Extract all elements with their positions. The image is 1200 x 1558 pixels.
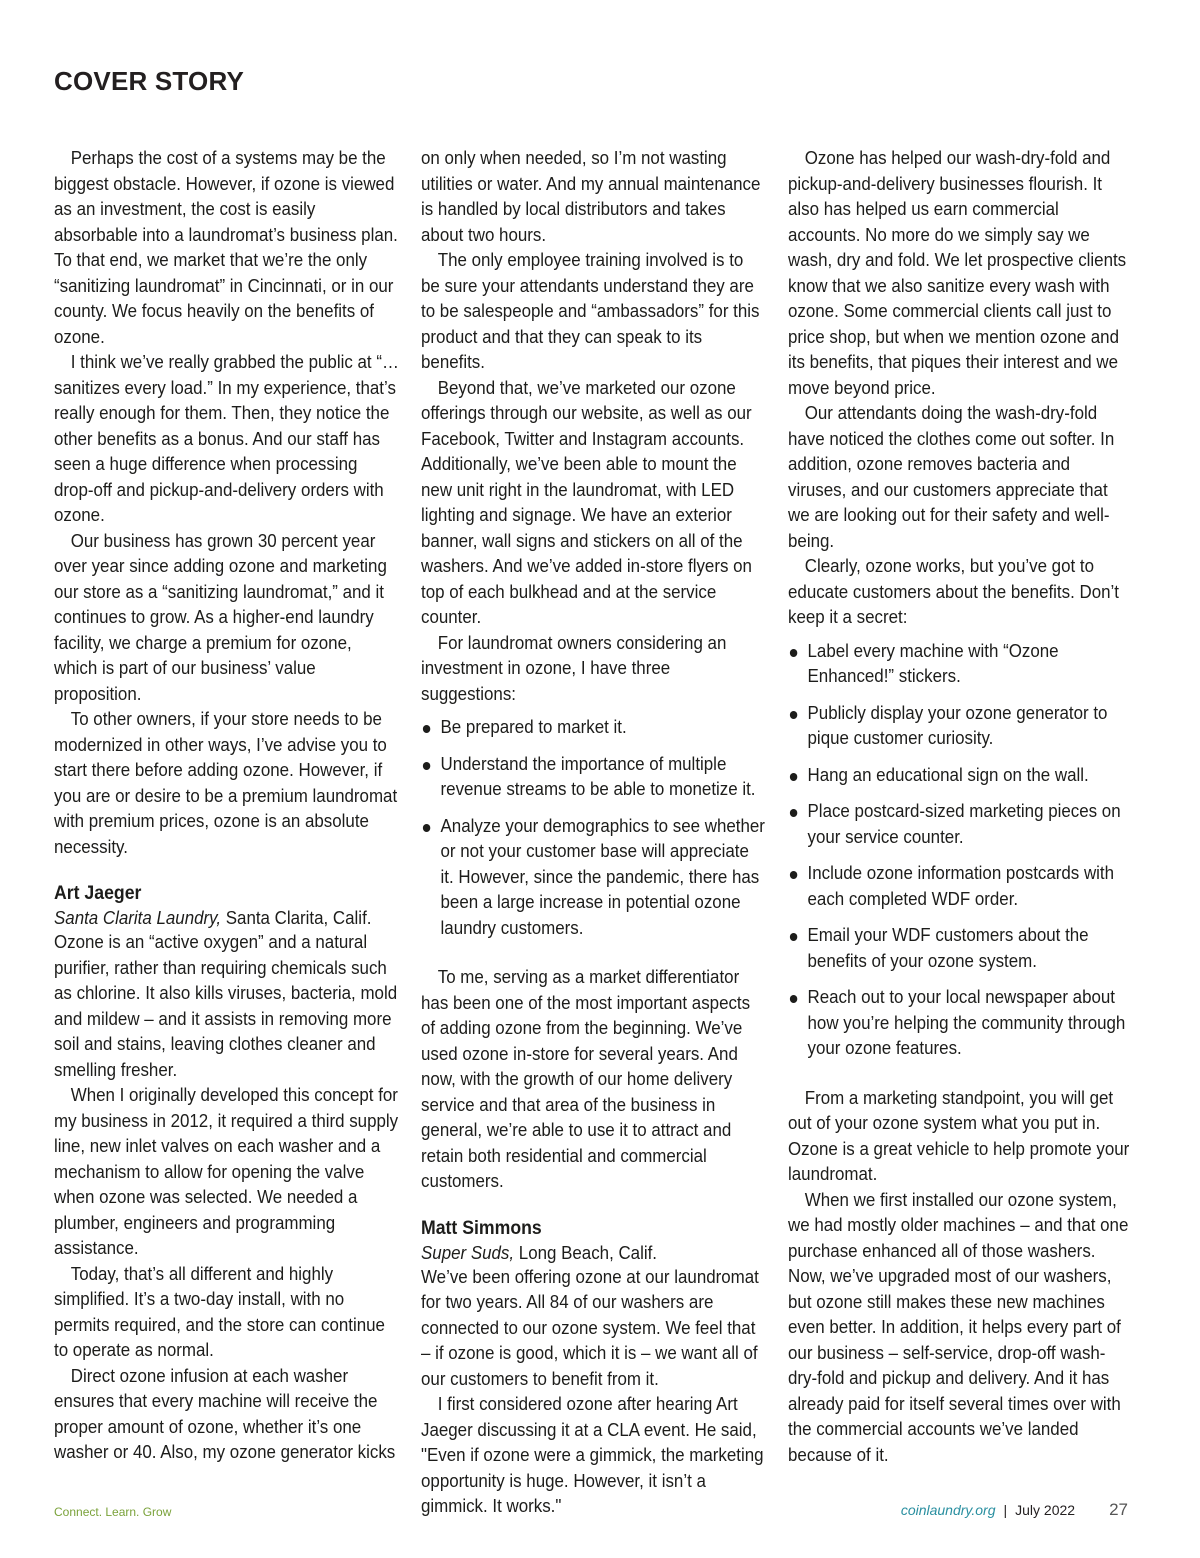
paragraph: Ozone is an “active oxygen” and a natural purifier, rather than requiring chemicals such as chlorine. It also kills viruses, bacteria, mold and mildew – and it assists in removing more soil and stains, leaving clothes cleaner and smelling fresher.	[54, 932, 398, 1080]
business-location: Long Beach, Calif.	[514, 1242, 658, 1263]
suggestions-list	[421, 715, 766, 941]
business-name: Super Suds,	[421, 1242, 515, 1263]
paragraph: When I originally developed this concept for my business in 2012, it required a third supply line, new inlet valves on each washer and a mechanism to allow for opening the valve when ozone was selected. We needed a plumber, engineers and programming assistance.	[54, 1085, 399, 1258]
article-column-1	[54, 146, 399, 1466]
list-item: Email your WDF customers about the benefits of your ozone system.	[788, 923, 1133, 974]
profile-business	[421, 1241, 766, 1265]
profile-matt-simmons	[421, 1217, 766, 1265]
business-location: Santa Clarita, Calif.	[221, 908, 372, 928]
article-column-2	[421, 146, 766, 1520]
paragraph: Beyond that, we’ve marketed our ozone offerings through our website, as well as our Facebook, Twitter and Instagram accounts. Additionally, we’ve been able to mount the new unit right in the laundromat, with LED lighting and signage. We have an exterior banner, wall signs and stickers on all of the washers. And we’ve added in-store flyers on top of each bulkhead and at the service counter.	[421, 377, 752, 627]
list-item: Be prepared to market it.	[421, 715, 766, 741]
paragraph: Clearly, ozone works, but you’ve got to educate customers about the benefits. Don’t keep it a secret:	[788, 556, 1119, 627]
paragraph: I think we’ve really grabbed the public at “…sanitizes every load.” In my experience, that’s really enough for them. Then, they notice the other benefits as a bonus. And our staff has seen a huge difference when processing drop-off and pickup-and-delivery orders with ozone.	[54, 352, 399, 525]
paragraph: Ozone has helped our wash-dry-fold and pickup-and-delivery businesses flourish. It also has helped us earn commercial accounts. No more do we simply say we wash, dry and fold. We let prospective clients know that we also sanitize every wash with ozone. Some commercial clients call just to price shop, but when we mention ozone and its benefits, that piques their interest and we move beyond price.	[788, 148, 1127, 398]
list-item: Analyze your demographics to see whether or not your customer base will appreciate it. However, since the pandemic, there has been a large increase in potential ozone laundry customers.	[421, 814, 766, 942]
list-item: Publicly display your ozone generator to pique customer curiosity.	[788, 701, 1133, 752]
footer-separator: |	[1003, 1502, 1008, 1518]
footer-site-link[interactable]: coinlaundry.org	[900, 1502, 996, 1518]
paragraph: I first considered ozone after hearing Art Jaeger discussing it at a CLA event. He said, "Even if ozone were a gimmick, the marketing opportunity is huge. However, it isn’t a gimmick. It works."	[421, 1394, 764, 1516]
list-item: Label every machine with “Ozone Enhanced!” stickers.	[788, 639, 1133, 690]
paragraph: When we first installed our ozone system, we had mostly older machines – and that one purchase enhanced all of those washers. Now, we’ve upgraded most of our washers, but ozone still makes these new machines even better. In addition, it helps every part of our business – self-service, drop-off wash-dry-fold and pickup and delivery. And it has already paid for itself several times over with the commercial accounts we’ve landed because of it.	[788, 1189, 1129, 1465]
list-item: Hang an educational sign on the wall.	[788, 763, 1133, 789]
footer-info	[901, 1500, 1128, 1520]
footer-issue-date: July 2022	[1015, 1502, 1076, 1518]
paragraph: on only when needed, so I’m not wasting utilities or water. And my annual maintenance is handled by local distributors and takes about two hours.	[421, 148, 761, 245]
profile-business	[54, 906, 399, 930]
paragraph: For laundromat owners considering an investment in ozone, I have three suggestions:	[421, 632, 727, 704]
marketing-tips-list	[788, 639, 1133, 1062]
list-item: Understand the importance of multiple revenue streams to be able to monetize it.	[421, 752, 766, 803]
paragraph: We’ve been offering ozone at our laundromat for two years. All 84 of our washers are connected to our ozone system. We feel that – if ozone is good, which it is – we want all of our customers to benefit from it.	[421, 1266, 759, 1389]
paragraph: Our attendants doing the wash-dry-fold have noticed the clothes come out softer. In addition, ozone removes bacteria and viruses, and our customers appreciate that we are looking out for their safety and well-being.	[788, 403, 1115, 551]
footer-tagline: Connect. Learn. Grow	[54, 1505, 172, 1519]
article-column-3	[788, 146, 1133, 1468]
list-item: Place postcard-sized marketing pieces on your service counter.	[788, 799, 1133, 850]
paragraph: Direct ozone infusion at each washer ensures that every machine will receive the proper amount of ozone, whether it’s one washer or 40. Also, my ozone generator kicks	[54, 1365, 396, 1462]
paragraph: From a marketing standpoint, you will get out of your ozone system what you put in. Ozone is a great vehicle to help promote your laundromat.	[788, 1087, 1130, 1184]
paragraph: Our business has grown 30 percent year over year since adding ozone and marketing our store as a “sanitizing laundromat,” and it continues to grow. As a higher-end laundry facility, we charge a premium for ozone, which is part of our business’ value proposition.	[54, 530, 387, 704]
paragraph: To me, serving as a market differentiator has been one of the most important aspects of adding ozone from the beginning. We’ve used ozone in-store for several years. And now, with the growth of our home delivery service and that area of the business in general, we’re able to use it to attract and retain both residential and commercial customers.	[421, 967, 751, 1191]
profile-art-jaeger	[54, 882, 399, 930]
paragraph: To other owners, if your store needs to be modernized in other ways, I’ve advise you to start there before adding ozone. However, if you are or desire to be a premium laundromat with premium prices, ozone is an absolute necessity.	[54, 709, 398, 857]
list-item: Reach out to your local newspaper about how you’re helping the community through your ozone features.	[788, 985, 1133, 1062]
list-item: Include ozone information postcards with each completed WDF order.	[788, 861, 1133, 912]
paragraph: The only employee training involved is to be sure your attendants understand they are to be salespeople and “ambassadors” for this product and that they can speak to its benefits.	[421, 250, 760, 372]
business-name: Santa Clarita Laundry,	[54, 908, 222, 928]
section-label: COVER STORY	[54, 66, 245, 96]
paragraph: Today, that’s all different and highly simplified. It’s a two-day install, with no permits required, and the store can continue to operate as normal.	[54, 1263, 385, 1360]
profile-name: Matt Simmons	[421, 1217, 542, 1239]
page-number: 27	[1109, 1500, 1128, 1519]
paragraph: Perhaps the cost of a systems may be the biggest obstacle. However, if ozone is viewed as an investment, the cost is easily absorbable into a laundromat’s business plan. To that end, we market that we’re the only “sanitizing laundromat” in Cincinnati, or in our county. We focus heavily on the benefits of ozone.	[54, 148, 398, 347]
profile-name: Art Jaeger	[54, 883, 142, 904]
